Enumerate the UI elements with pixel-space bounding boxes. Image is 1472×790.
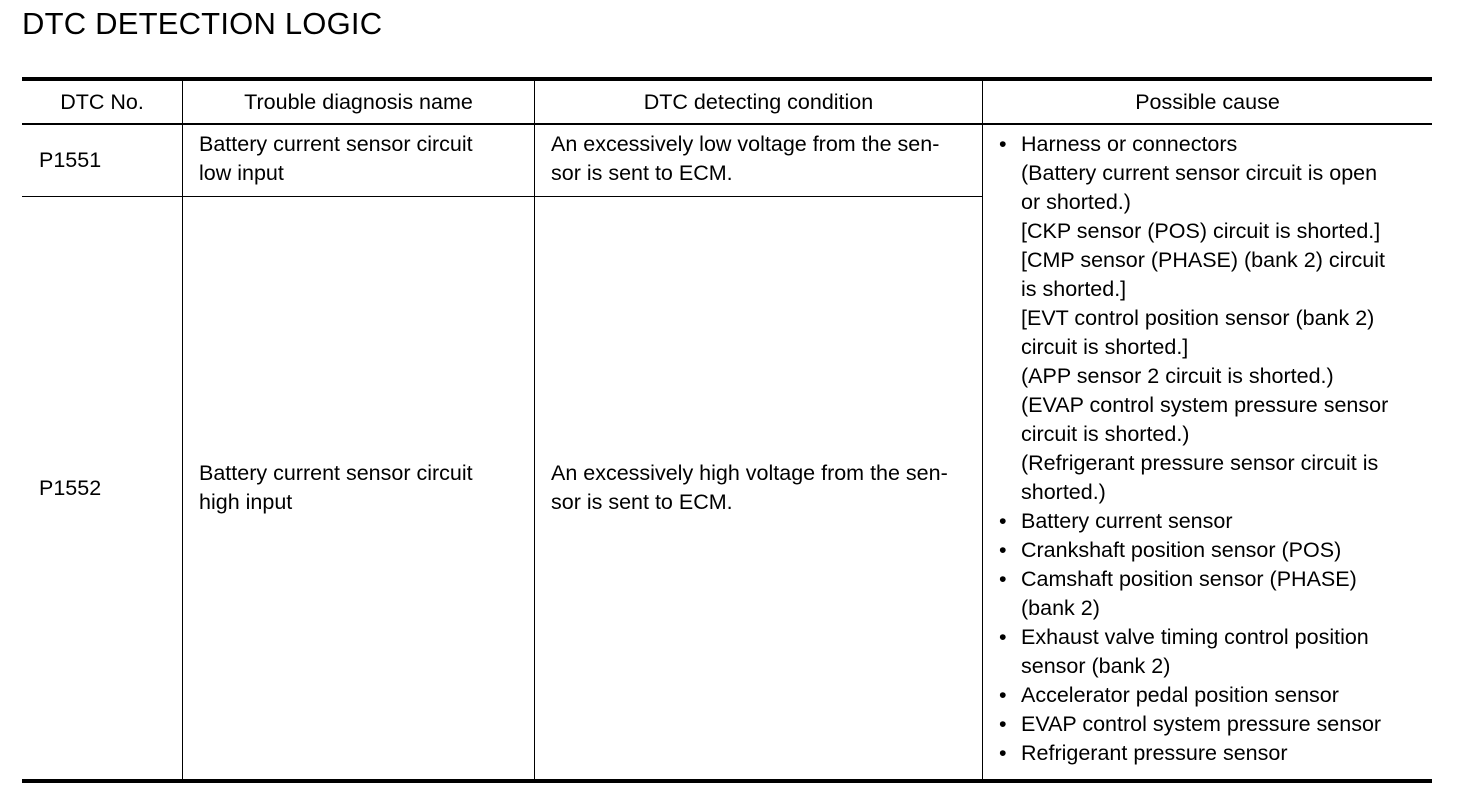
possible-cause-list bbox=[983, 125, 1432, 776]
bullet-icon bbox=[999, 536, 1021, 565]
table-row bbox=[22, 124, 1432, 197]
diagnosis-name-line: Battery current sensor circuit bbox=[199, 461, 473, 485]
possible-cause-cell bbox=[983, 124, 1433, 781]
possible-cause-line: (Battery current sensor circuit is open bbox=[1021, 161, 1378, 185]
possible-cause-line: [CKP sensor (POS) circuit is shorted.] bbox=[1021, 219, 1381, 243]
possible-cause-item bbox=[999, 710, 1432, 739]
possible-cause-item bbox=[999, 565, 1432, 623]
possible-cause-item bbox=[999, 623, 1432, 681]
bullet-icon bbox=[999, 681, 1021, 710]
dtc-code-cell bbox=[22, 197, 183, 782]
possible-cause-line: Exhaust valve timing control position bbox=[1021, 625, 1369, 649]
bullet-icon bbox=[999, 507, 1021, 536]
possible-cause-item bbox=[999, 536, 1432, 565]
detecting-condition-line: An excessively high voltage from the sen- bbox=[551, 461, 948, 485]
possible-cause-line: Camshaft position sensor (PHASE) bbox=[1021, 567, 1357, 591]
bullet-icon bbox=[999, 130, 1021, 507]
detecting-condition-cell bbox=[535, 124, 983, 197]
possible-cause-line: [EVT control position sensor (bank 2) bbox=[1021, 306, 1375, 330]
possible-cause-line: circuit is shorted.] bbox=[1021, 335, 1189, 359]
detecting-condition-cell bbox=[535, 197, 983, 782]
detecting-condition-line: sor is sent to ECM. bbox=[551, 161, 733, 185]
dtc-code: P1552 bbox=[39, 475, 102, 500]
possible-cause-line: Harness or connectors bbox=[1021, 132, 1238, 156]
possible-cause-line: Accelerator pedal position sensor bbox=[1021, 683, 1339, 707]
bullet-icon bbox=[999, 710, 1021, 739]
header-trouble-diagnosis-name: Trouble diagnosis name bbox=[183, 79, 535, 124]
possible-cause-line: Refrigerant pressure sensor bbox=[1021, 741, 1288, 765]
possible-cause-item bbox=[999, 130, 1432, 507]
detecting-condition-line: sor is sent to ECM. bbox=[551, 490, 733, 514]
table-header-row bbox=[22, 79, 1432, 124]
possible-cause-item bbox=[999, 739, 1432, 768]
possible-cause-line: Battery current sensor bbox=[1021, 509, 1233, 533]
possible-cause-line: circuit is shorted.) bbox=[1021, 422, 1190, 446]
possible-cause-line: shorted.) bbox=[1021, 480, 1106, 504]
possible-cause-line: [CMP sensor (PHASE) (bank 2) circuit bbox=[1021, 248, 1386, 272]
possible-cause-item bbox=[999, 507, 1432, 536]
bullet-icon bbox=[999, 623, 1021, 681]
possible-cause-line: (Refrigerant pressure sensor circuit is bbox=[1021, 451, 1379, 475]
diagnosis-name-cell bbox=[183, 197, 535, 782]
dtc-code-cell bbox=[22, 124, 183, 197]
detecting-condition-line: An excessively low voltage from the sen- bbox=[551, 132, 940, 156]
possible-cause-line: Crankshaft position sensor (POS) bbox=[1021, 538, 1342, 562]
diagnosis-name-line: Battery current sensor circuit bbox=[199, 132, 473, 156]
possible-cause-line: EVAP control system pressure sensor bbox=[1021, 712, 1382, 736]
header-possible-cause: Possible cause bbox=[983, 79, 1433, 124]
dtc-code: P1551 bbox=[39, 148, 102, 172]
bullet-icon bbox=[999, 565, 1021, 623]
diagnosis-name-line: high input bbox=[199, 490, 293, 514]
header-dtc-no: DTC No. bbox=[22, 79, 183, 124]
diagnosis-name-line: low input bbox=[199, 161, 284, 185]
possible-cause-line: sensor (bank 2) bbox=[1021, 654, 1171, 678]
possible-cause-line: (EVAP control system pressure sensor bbox=[1021, 393, 1389, 417]
possible-cause-line: (APP sensor 2 circuit is shorted.) bbox=[1021, 364, 1334, 388]
bullet-icon bbox=[999, 739, 1021, 768]
possible-cause-item bbox=[999, 681, 1432, 710]
possible-cause-line: (bank 2) bbox=[1021, 596, 1100, 620]
page-title: DTC DETECTION LOGIC bbox=[22, 6, 383, 41]
dtc-detection-table bbox=[22, 77, 1432, 783]
possible-cause-line: is shorted.] bbox=[1021, 277, 1127, 301]
possible-cause-line: or shorted.) bbox=[1021, 190, 1131, 214]
header-dtc-detecting-condition: DTC detecting condition bbox=[535, 79, 983, 124]
diagnosis-name-cell bbox=[183, 124, 535, 197]
